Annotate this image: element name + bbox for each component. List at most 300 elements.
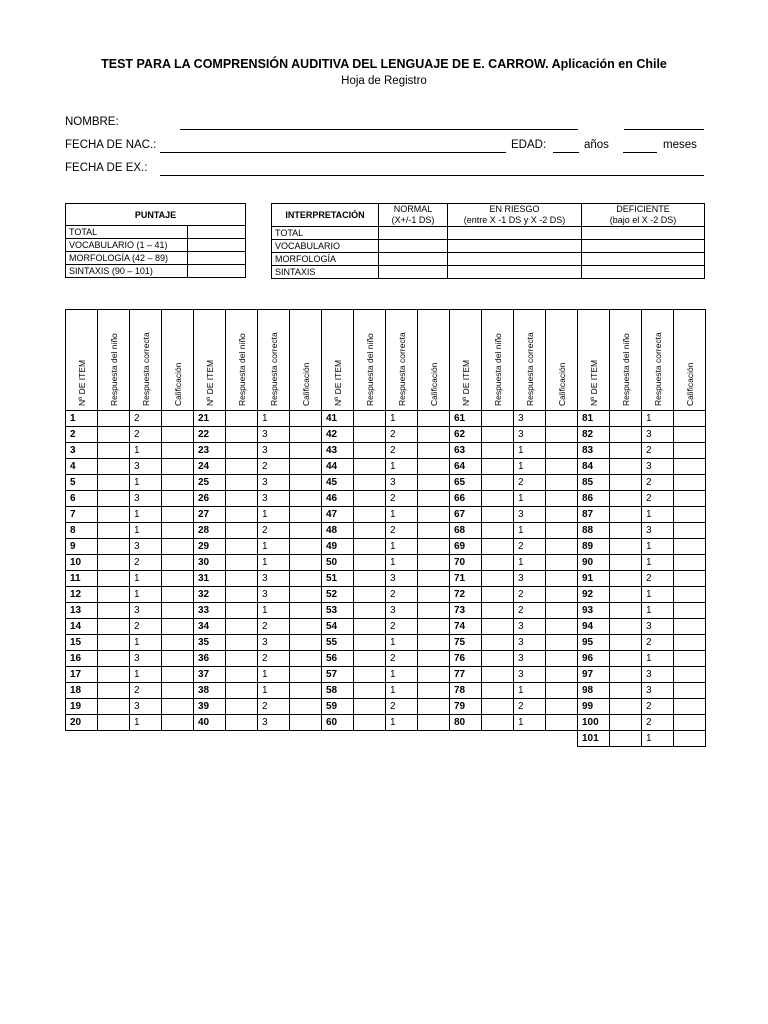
child-answer-cell[interactable] [482, 555, 514, 571]
score-cell[interactable] [674, 603, 706, 619]
child-answer-cell[interactable] [610, 539, 642, 555]
correct-answer: 2 [642, 635, 674, 651]
correct-answer: 2 [258, 523, 290, 539]
score-cell[interactable] [162, 619, 194, 635]
child-answer-cell[interactable] [610, 523, 642, 539]
score-cell[interactable] [290, 619, 322, 635]
child-answer-cell[interactable] [482, 539, 514, 555]
score-cell[interactable] [162, 427, 194, 443]
child-answer-cell[interactable] [354, 491, 386, 507]
score-cell[interactable] [162, 699, 194, 715]
score-cell[interactable] [546, 715, 578, 731]
score-cell[interactable] [290, 667, 322, 683]
child-answer-cell[interactable] [610, 683, 642, 699]
table-row [66, 699, 706, 715]
score-cell[interactable] [674, 555, 706, 571]
item-number: 91 [578, 571, 610, 587]
score-cell[interactable] [418, 475, 450, 491]
score-cell[interactable] [162, 715, 194, 731]
score-cell[interactable] [674, 571, 706, 587]
score-cell[interactable] [674, 587, 706, 603]
empty-cell [354, 731, 386, 747]
child-answer-cell[interactable] [354, 443, 386, 459]
score-cell[interactable] [546, 411, 578, 427]
child-answer-cell[interactable] [226, 683, 258, 699]
score-cell[interactable] [418, 539, 450, 555]
item-number: 61 [450, 411, 482, 427]
score-cell[interactable] [546, 523, 578, 539]
child-answer-cell[interactable] [226, 715, 258, 731]
score-cell[interactable] [162, 523, 194, 539]
child-answer-cell[interactable] [226, 635, 258, 651]
score-cell[interactable] [418, 651, 450, 667]
score-cell[interactable] [290, 443, 322, 459]
child-answer-cell[interactable] [482, 587, 514, 603]
item-number: 101 [578, 731, 610, 747]
score-cell[interactable] [418, 427, 450, 443]
score-row-label: MORFOLOGÍA (42 – 89) [66, 252, 188, 265]
score-cell[interactable] [162, 507, 194, 523]
score-cell[interactable] [290, 491, 322, 507]
child-answer-cell[interactable] [226, 651, 258, 667]
child-answer-cell[interactable] [226, 603, 258, 619]
child-answer-cell[interactable] [610, 475, 642, 491]
child-answer-cell[interactable] [98, 635, 130, 651]
score-cell[interactable] [674, 619, 706, 635]
interp-row-label: MORFOLOGÍA [272, 253, 379, 266]
child-answer-cell[interactable] [98, 683, 130, 699]
score-cell[interactable] [290, 683, 322, 699]
item-number: 71 [450, 571, 482, 587]
child-answer-cell[interactable] [482, 715, 514, 731]
correct-answer: 1 [514, 523, 546, 539]
score-cell[interactable] [546, 571, 578, 587]
child-answer-cell[interactable] [98, 523, 130, 539]
fecha-nac-field[interactable] [160, 152, 506, 153]
child-answer-cell[interactable] [482, 507, 514, 523]
score-cell[interactable] [674, 731, 706, 747]
child-answer-cell[interactable] [98, 443, 130, 459]
score-cell[interactable] [674, 699, 706, 715]
child-answer-cell[interactable] [98, 411, 130, 427]
score-cell[interactable] [674, 411, 706, 427]
column-header-label: Nº DE ITEM [204, 359, 215, 406]
score-cell[interactable] [418, 571, 450, 587]
score-cell[interactable] [674, 635, 706, 651]
child-answer-cell[interactable] [610, 635, 642, 651]
item-number-header [322, 310, 354, 411]
score-cell[interactable] [162, 491, 194, 507]
item-number: 7 [66, 507, 98, 523]
edad-anos-field[interactable] [553, 152, 579, 153]
child-answer-cell[interactable] [98, 555, 130, 571]
child-answer-cell[interactable] [610, 555, 642, 571]
item-number: 82 [578, 427, 610, 443]
item-number: 13 [66, 603, 98, 619]
child-answer-cell[interactable] [610, 571, 642, 587]
score-header [162, 310, 194, 411]
item-number: 28 [194, 523, 226, 539]
child-answer-cell[interactable] [98, 699, 130, 715]
score-cell[interactable] [546, 619, 578, 635]
score-cell[interactable] [162, 475, 194, 491]
child-answer-cell[interactable] [226, 699, 258, 715]
score-cell[interactable] [418, 587, 450, 603]
child-answer-cell[interactable] [610, 427, 642, 443]
score-cell[interactable] [290, 603, 322, 619]
column-header-label: Respuesta del niño [108, 333, 119, 406]
score-cell[interactable] [546, 683, 578, 699]
child-answer-cell[interactable] [354, 459, 386, 475]
score-cell[interactable] [418, 635, 450, 651]
score-cell[interactable] [418, 459, 450, 475]
child-answer-cell[interactable] [98, 539, 130, 555]
score-cell[interactable] [162, 587, 194, 603]
item-number: 46 [322, 491, 354, 507]
score-cell[interactable] [546, 555, 578, 571]
item-number: 36 [194, 651, 226, 667]
score-header [546, 310, 578, 411]
correct-answer: 2 [258, 699, 290, 715]
correct-answer: 3 [130, 459, 162, 475]
nombre-label: NOMBRE: [65, 116, 119, 128]
score-cell[interactable] [546, 507, 578, 523]
score-cell[interactable] [418, 411, 450, 427]
score-cell[interactable] [674, 507, 706, 523]
score-cell[interactable] [290, 507, 322, 523]
child-answer-cell[interactable] [482, 523, 514, 539]
score-cell[interactable] [418, 699, 450, 715]
child-answer-cell[interactable] [482, 571, 514, 587]
item-number: 90 [578, 555, 610, 571]
score-cell[interactable] [674, 683, 706, 699]
edad-meses-field[interactable] [623, 152, 657, 153]
child-answer-cell[interactable] [226, 555, 258, 571]
item-number: 99 [578, 699, 610, 715]
child-answer-cell[interactable] [226, 587, 258, 603]
column-header-label: Calificación [428, 362, 439, 406]
item-number: 80 [450, 715, 482, 731]
child-answer-cell[interactable] [226, 523, 258, 539]
correct-answer: 3 [130, 699, 162, 715]
column-header-label: Nº DE ITEM [588, 359, 599, 406]
score-cell[interactable] [546, 539, 578, 555]
score-cell[interactable] [546, 603, 578, 619]
child-answer-cell[interactable] [98, 427, 130, 443]
interp-cell[interactable] [582, 240, 705, 253]
child-answer-cell[interactable] [482, 699, 514, 715]
child-answer-cell[interactable] [354, 603, 386, 619]
child-answer-cell[interactable] [482, 491, 514, 507]
item-number: 72 [450, 587, 482, 603]
child-answer-cell[interactable] [354, 571, 386, 587]
child-answer-cell[interactable] [482, 475, 514, 491]
child-answer-cell[interactable] [226, 491, 258, 507]
score-row-label: SINTAXIS (90 – 101) [66, 265, 188, 278]
score-cell[interactable] [546, 587, 578, 603]
score-cell[interactable] [546, 635, 578, 651]
correct-answer: 3 [130, 539, 162, 555]
child-answer-cell[interactable] [226, 459, 258, 475]
child-answer-cell[interactable] [226, 507, 258, 523]
child-answer-cell[interactable] [98, 603, 130, 619]
score-cell[interactable] [674, 651, 706, 667]
item-number: 87 [578, 507, 610, 523]
child-answer-cell[interactable] [354, 587, 386, 603]
score-cell[interactable] [290, 699, 322, 715]
score-cell[interactable] [162, 683, 194, 699]
page-title: TEST PARA LA COMPRENSIÓN AUDITIVA DEL LENGUAJE DE E. CARROW. Aplicación en Chile [101, 57, 667, 71]
correct-answer: 3 [386, 603, 418, 619]
child-answer-cell[interactable] [98, 507, 130, 523]
interp-cell[interactable] [448, 253, 582, 266]
interp-cell[interactable] [379, 253, 448, 266]
score-cell[interactable] [162, 651, 194, 667]
score-cell[interactable] [290, 523, 322, 539]
interp-cell[interactable] [582, 253, 705, 266]
score-cell[interactable] [162, 411, 194, 427]
score-cell[interactable] [418, 715, 450, 731]
score-cell[interactable] [674, 523, 706, 539]
child-answer-cell[interactable] [98, 651, 130, 667]
score-cell[interactable] [674, 475, 706, 491]
column-header-label: Respuesta correcta [652, 332, 663, 406]
child-answer-cell[interactable] [610, 731, 642, 747]
nombre-field-extra[interactable] [624, 129, 704, 130]
score-cell[interactable] [546, 651, 578, 667]
score-cell[interactable] [546, 427, 578, 443]
score-cell[interactable] [546, 443, 578, 459]
table-row [66, 475, 706, 491]
child-answer-cell[interactable] [482, 667, 514, 683]
score-cell[interactable] [162, 459, 194, 475]
correct-answer: 1 [642, 539, 674, 555]
score-cell[interactable] [290, 539, 322, 555]
child-answer-cell[interactable] [610, 443, 642, 459]
child-answer-cell[interactable] [482, 427, 514, 443]
child-answer-cell[interactable] [98, 715, 130, 731]
child-answer-cell[interactable] [610, 715, 642, 731]
child-answer-cell[interactable] [610, 587, 642, 603]
score-cell[interactable] [546, 459, 578, 475]
correct-answer: 2 [386, 651, 418, 667]
item-number: 11 [66, 571, 98, 587]
score-cell[interactable] [162, 603, 194, 619]
child-answer-cell[interactable] [226, 667, 258, 683]
child-answer-cell[interactable] [354, 475, 386, 491]
child-answer-cell[interactable] [354, 635, 386, 651]
score-cell[interactable] [418, 683, 450, 699]
child-answer-cell[interactable] [354, 667, 386, 683]
child-answer-cell[interactable] [482, 603, 514, 619]
interp-cell[interactable] [448, 227, 582, 240]
correct-answer: 2 [386, 523, 418, 539]
child-answer-cell[interactable] [482, 683, 514, 699]
child-answer-cell[interactable] [98, 475, 130, 491]
child-answer-cell[interactable] [354, 715, 386, 731]
child-answer-cell[interactable] [354, 651, 386, 667]
child-answer-cell[interactable] [98, 459, 130, 475]
score-cell[interactable] [418, 491, 450, 507]
score-cell[interactable] [674, 427, 706, 443]
correct-answer: 1 [130, 587, 162, 603]
fecha-ex-field[interactable] [160, 175, 704, 176]
child-answer-cell[interactable] [354, 507, 386, 523]
correct-answer: 1 [258, 683, 290, 699]
child-answer-cell[interactable] [610, 651, 642, 667]
score-cell[interactable] [162, 635, 194, 651]
child-answer-cell[interactable] [98, 619, 130, 635]
child-answer-cell[interactable] [226, 475, 258, 491]
child-answer-cell[interactable] [610, 411, 642, 427]
score-cell[interactable] [188, 252, 246, 265]
correct-answer-header [642, 310, 674, 411]
item-number: 74 [450, 619, 482, 635]
correct-answer: 2 [386, 427, 418, 443]
score-cell[interactable] [162, 539, 194, 555]
score-cell[interactable] [162, 555, 194, 571]
score-cell[interactable] [290, 715, 322, 731]
column-header-label: Respuesta del niño [236, 333, 247, 406]
child-answer-cell[interactable] [610, 603, 642, 619]
child-answer-cell[interactable] [610, 667, 642, 683]
item-number: 43 [322, 443, 354, 459]
correct-answer: 1 [386, 683, 418, 699]
correct-answer: 2 [514, 539, 546, 555]
child-answer-cell[interactable] [354, 539, 386, 555]
score-cell[interactable] [418, 507, 450, 523]
child-answer-cell[interactable] [226, 539, 258, 555]
child-answer-cell[interactable] [98, 571, 130, 587]
correct-answer: 1 [514, 555, 546, 571]
score-header [674, 310, 706, 411]
score-cell[interactable] [290, 459, 322, 475]
interp-cell[interactable] [582, 266, 705, 279]
child-answer-cell[interactable] [610, 699, 642, 715]
correct-answer: 3 [514, 411, 546, 427]
correct-answer: 3 [258, 587, 290, 603]
score-cell[interactable] [290, 635, 322, 651]
score-cell[interactable] [418, 555, 450, 571]
child-answer-cell[interactable] [354, 683, 386, 699]
score-cell[interactable] [674, 667, 706, 683]
interpretation-table [271, 203, 705, 279]
child-answer-cell[interactable] [354, 699, 386, 715]
correct-answer: 2 [258, 459, 290, 475]
interp-cell[interactable] [379, 227, 448, 240]
child-answer-cell[interactable] [354, 555, 386, 571]
fecha-ex-label: FECHA DE EX.: [65, 162, 148, 174]
item-number: 50 [322, 555, 354, 571]
item-number: 62 [450, 427, 482, 443]
interp-cell[interactable] [448, 240, 582, 253]
score-cell[interactable] [674, 491, 706, 507]
score-cell[interactable] [546, 667, 578, 683]
score-cell[interactable] [418, 603, 450, 619]
correct-answer: 3 [642, 427, 674, 443]
score-cell[interactable] [674, 459, 706, 475]
child-answer-cell[interactable] [226, 411, 258, 427]
nombre-field[interactable] [180, 129, 578, 130]
score-cell[interactable] [162, 571, 194, 587]
score-cell[interactable] [674, 443, 706, 459]
empty-cell [162, 731, 194, 747]
child-answer-cell[interactable] [482, 411, 514, 427]
score-cell[interactable] [546, 699, 578, 715]
child-answer-cell[interactable] [354, 411, 386, 427]
score-cell[interactable] [418, 619, 450, 635]
score-cell[interactable] [162, 443, 194, 459]
score-cell[interactable] [546, 491, 578, 507]
table-row [66, 635, 706, 651]
child-answer-cell[interactable] [354, 523, 386, 539]
empty-cell [130, 731, 162, 747]
item-number-header [450, 310, 482, 411]
child-answer-cell[interactable] [610, 619, 642, 635]
child-answer-cell[interactable] [482, 651, 514, 667]
child-answer-cell[interactable] [226, 571, 258, 587]
score-cell[interactable] [546, 475, 578, 491]
child-answer-cell[interactable] [98, 667, 130, 683]
child-answer-cell[interactable] [226, 619, 258, 635]
child-answer-cell[interactable] [482, 619, 514, 635]
correct-answer-header [386, 310, 418, 411]
score-cell[interactable] [162, 667, 194, 683]
items-table [65, 309, 706, 747]
item-number: 25 [194, 475, 226, 491]
child-answer-cell[interactable] [354, 619, 386, 635]
item-number: 75 [450, 635, 482, 651]
score-cell[interactable] [290, 411, 322, 427]
score-cell[interactable] [418, 443, 450, 459]
child-answer-cell[interactable] [98, 491, 130, 507]
score-cell[interactable] [674, 715, 706, 731]
child-answer-cell[interactable] [98, 587, 130, 603]
score-cell[interactable] [290, 651, 322, 667]
item-number: 83 [578, 443, 610, 459]
empty-cell [546, 731, 578, 747]
item-number: 9 [66, 539, 98, 555]
item-number: 19 [66, 699, 98, 715]
child-answer-cell[interactable] [226, 443, 258, 459]
child-answer-cell[interactable] [610, 459, 642, 475]
score-cell[interactable] [188, 239, 246, 252]
item-number: 8 [66, 523, 98, 539]
item-number: 84 [578, 459, 610, 475]
score-cell[interactable] [290, 427, 322, 443]
score-cell[interactable] [418, 523, 450, 539]
child-answer-cell[interactable] [482, 443, 514, 459]
score-cell[interactable] [418, 667, 450, 683]
child-answer-cell[interactable] [226, 427, 258, 443]
score-cell[interactable] [290, 571, 322, 587]
score-cell[interactable] [290, 475, 322, 491]
child-answer-cell[interactable] [482, 635, 514, 651]
interp-cell[interactable] [379, 266, 448, 279]
score-cell[interactable] [290, 587, 322, 603]
interp-cell[interactable] [448, 266, 582, 279]
child-answer-cell[interactable] [354, 427, 386, 443]
child-answer-cell[interactable] [610, 491, 642, 507]
child-answer-cell[interactable] [482, 459, 514, 475]
score-cell[interactable] [674, 539, 706, 555]
child-answer-cell[interactable] [610, 507, 642, 523]
score-cell[interactable] [290, 555, 322, 571]
interp-cell[interactable] [379, 240, 448, 253]
score-cell[interactable] [188, 265, 246, 278]
score-cell[interactable] [188, 226, 246, 239]
interp-cell[interactable] [582, 227, 705, 240]
